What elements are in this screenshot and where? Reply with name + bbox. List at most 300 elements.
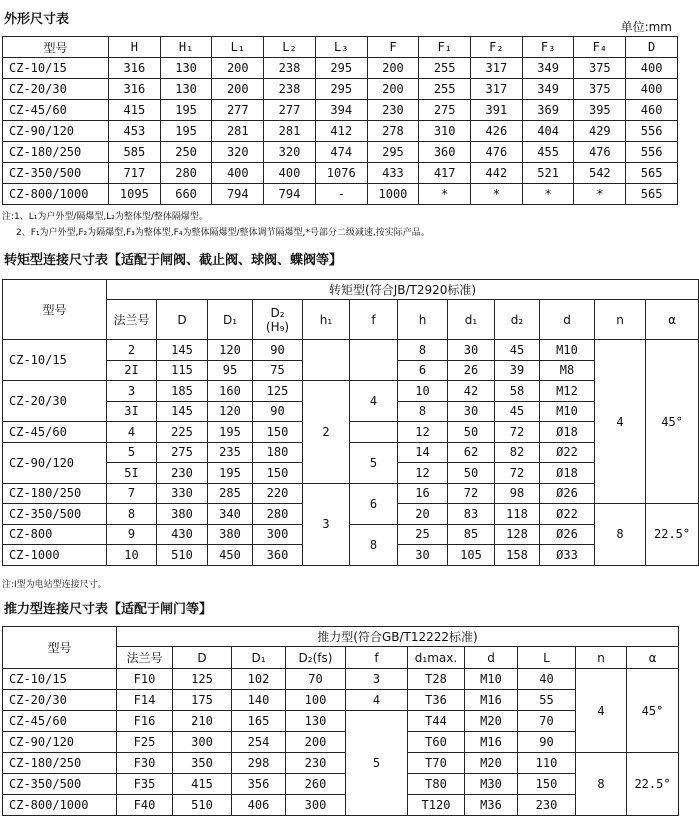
- outline-header-cell: 型号: [3, 37, 109, 58]
- value-cell: 195: [208, 463, 253, 484]
- value-cell: 542: [574, 163, 626, 184]
- value-cell: 26: [448, 360, 495, 381]
- f-cell: 5: [350, 442, 398, 483]
- value-cell: Ø33: [540, 545, 595, 566]
- value-cell: 556: [626, 142, 678, 163]
- value-cell: 450: [208, 545, 253, 566]
- value-cell: 8: [398, 340, 448, 361]
- torque-header-cell: D: [157, 300, 208, 340]
- value-cell: 275: [157, 442, 208, 463]
- table-row: [3, 79, 678, 100]
- torque-connection-table: [2, 279, 699, 566]
- value-cell: 255: [419, 58, 471, 79]
- torque-header-d2-sub: (H₉): [265, 319, 290, 334]
- thrust-header-cell: 法兰号: [117, 647, 173, 669]
- torque-header-cell: h₁: [303, 300, 350, 340]
- f-cell: [350, 340, 398, 381]
- value-cell: 9: [107, 524, 157, 545]
- value-cell: 349: [522, 79, 574, 100]
- value-cell: 298: [232, 753, 286, 774]
- thrust-header-cell: n: [576, 647, 627, 669]
- value-cell: 230: [518, 795, 576, 816]
- value-cell: T120: [408, 795, 465, 816]
- value-cell: 360: [419, 142, 471, 163]
- table-row: [3, 669, 679, 690]
- value-cell: 39: [495, 360, 540, 381]
- table-row: [3, 100, 678, 121]
- value-cell: 430: [157, 524, 208, 545]
- value-cell: 200: [212, 58, 264, 79]
- table-row: [3, 121, 678, 142]
- value-cell: 225: [157, 422, 208, 443]
- value-cell: 98: [495, 483, 540, 504]
- value-cell: 375: [574, 58, 626, 79]
- torque-header-cell: D₁: [208, 300, 253, 340]
- value-cell: 285: [208, 483, 253, 504]
- value-cell: 394: [315, 100, 367, 121]
- f-cell: 6: [350, 483, 398, 524]
- value-cell: 395: [574, 100, 626, 121]
- value-cell: 391: [471, 100, 523, 121]
- value-cell: 195: [160, 121, 212, 142]
- value-cell: 281: [264, 121, 316, 142]
- value-cell: 118: [495, 504, 540, 525]
- value-cell: 476: [471, 142, 523, 163]
- value-cell: 400: [212, 163, 264, 184]
- value-cell: 1095: [109, 184, 161, 205]
- value-cell: 195: [160, 100, 212, 121]
- value-cell: 3I: [107, 401, 157, 422]
- value-cell: M16: [465, 690, 518, 711]
- value-cell: F25: [117, 732, 173, 753]
- n-cell: 8: [595, 504, 646, 566]
- value-cell: 58: [495, 381, 540, 402]
- value-cell: 360: [253, 545, 303, 566]
- value-cell: 75: [253, 360, 303, 381]
- value-cell: 90: [518, 732, 576, 753]
- table-row: [3, 483, 699, 504]
- value-cell: 426: [471, 121, 523, 142]
- value-cell: 70: [518, 711, 576, 732]
- value-cell: 20: [398, 504, 448, 525]
- torque-table-title: 转矩型连接尺寸表【适配于闸阀、截止阀、球阀、蝶阀等】: [4, 253, 343, 268]
- value-cell: 330: [157, 483, 208, 504]
- value-cell: T28: [408, 669, 465, 690]
- value-cell: 30: [398, 545, 448, 566]
- value-cell: 238: [264, 79, 316, 100]
- value-cell: 794: [212, 184, 264, 205]
- alpha-cell: 22.5°: [627, 753, 679, 816]
- outline-note-2: 2、F₁为户外型,F₂为隔爆型,F₃为整体型,F₄为整体隔爆型/整体调节隔爆型,*号部分二级减速,按实际产品。: [16, 228, 430, 238]
- value-cell: 254: [232, 732, 286, 753]
- value-cell: 556: [626, 121, 678, 142]
- torque-header-cell: h: [398, 300, 448, 340]
- value-cell: 320: [212, 142, 264, 163]
- value-cell: 145: [157, 340, 208, 361]
- outline-header-cell: L₁: [212, 37, 264, 58]
- value-cell: *: [574, 184, 626, 205]
- value-cell: 8: [107, 504, 157, 525]
- value-cell: 400: [626, 79, 678, 100]
- value-cell: 62: [448, 442, 495, 463]
- value-cell: 120: [208, 340, 253, 361]
- value-cell: Ø18: [540, 422, 595, 443]
- value-cell: 230: [157, 463, 208, 484]
- value-cell: 660: [160, 184, 212, 205]
- model-cell: CZ-10/15: [3, 340, 107, 381]
- outline-header-cell: L₂: [264, 37, 316, 58]
- outline-note-1: 注:1、L₁为户外型/隔爆型,L₂为整体型/整体隔爆型。: [2, 212, 208, 222]
- thrust-header-cell: L: [518, 647, 576, 669]
- value-cell: 316: [109, 79, 161, 100]
- value-cell: 130: [286, 711, 346, 732]
- value-cell: 585: [109, 142, 161, 163]
- value-cell: 356: [232, 774, 286, 795]
- value-cell: 349: [522, 58, 574, 79]
- thrust-connection-table: [2, 626, 679, 816]
- torque-header-cell: d₁: [448, 300, 495, 340]
- model-cell: CZ-800/1000: [3, 184, 109, 205]
- value-cell: 415: [173, 774, 232, 795]
- value-cell: 380: [157, 504, 208, 525]
- model-cell: CZ-10/15: [3, 669, 117, 690]
- table-row: [3, 163, 678, 184]
- value-cell: 510: [173, 795, 232, 816]
- table-row: [3, 142, 678, 163]
- value-cell: 3: [107, 381, 157, 402]
- outline-header-cell: L₃: [315, 37, 367, 58]
- table-row: [3, 58, 678, 79]
- value-cell: 158: [495, 545, 540, 566]
- value-cell: 521: [522, 163, 574, 184]
- table-row: [3, 442, 699, 463]
- value-cell: 72: [495, 422, 540, 443]
- torque-header-cell: d₂: [495, 300, 540, 340]
- value-cell: 5: [107, 442, 157, 463]
- model-cell: CZ-350/500: [3, 774, 117, 795]
- thrust-header-cell: D₁: [232, 647, 286, 669]
- thrust-header-cell: D: [173, 647, 232, 669]
- value-cell: 220: [253, 483, 303, 504]
- value-cell: 50: [448, 422, 495, 443]
- value-cell: 150: [253, 463, 303, 484]
- value-cell: 260: [286, 774, 346, 795]
- value-cell: 125: [173, 669, 232, 690]
- outline-header-cell: F₄: [574, 37, 626, 58]
- thrust-model-header: 型号: [3, 627, 117, 669]
- outline-header-cell: H: [109, 37, 161, 58]
- value-cell: M16: [465, 732, 518, 753]
- h1-cell: 3: [303, 483, 350, 565]
- value-cell: M20: [465, 753, 518, 774]
- value-cell: 2: [107, 340, 157, 361]
- thrust-header-cell: D₂(fs): [286, 647, 346, 669]
- n-cell: 4: [576, 669, 627, 753]
- outline-header-cell: F₂: [471, 37, 523, 58]
- value-cell: 794: [264, 184, 316, 205]
- value-cell: 250: [160, 142, 212, 163]
- value-cell: 400: [264, 163, 316, 184]
- value-cell: 295: [315, 79, 367, 100]
- alpha-cell: 45°: [627, 669, 679, 753]
- table-row: [3, 524, 699, 545]
- value-cell: 433: [367, 163, 419, 184]
- torque-header-cell: 法兰号: [107, 300, 157, 340]
- model-cell: CZ-45/60: [3, 100, 109, 121]
- value-cell: T70: [408, 753, 465, 774]
- value-cell: 460: [626, 100, 678, 121]
- alpha-cell: 22.5°: [646, 504, 699, 566]
- model-cell: CZ-1000: [3, 545, 107, 566]
- value-cell: 90: [253, 401, 303, 422]
- torque-header-cell: f: [350, 300, 398, 340]
- value-cell: 200: [212, 79, 264, 100]
- table-row: [3, 381, 699, 402]
- outline-header-cell: H₁: [160, 37, 212, 58]
- value-cell: M36: [465, 795, 518, 816]
- model-cell: CZ-90/120: [3, 732, 117, 753]
- value-cell: 565: [626, 184, 678, 205]
- value-cell: T44: [408, 711, 465, 732]
- n-cell: 8: [576, 753, 627, 816]
- model-cell: CZ-350/500: [3, 504, 107, 525]
- value-cell: 277: [212, 100, 264, 121]
- value-cell: 145: [157, 401, 208, 422]
- value-cell: F40: [117, 795, 173, 816]
- value-cell: 280: [160, 163, 212, 184]
- value-cell: 115: [157, 360, 208, 381]
- value-cell: 95: [208, 360, 253, 381]
- value-cell: 128: [495, 524, 540, 545]
- value-cell: 42: [448, 381, 495, 402]
- value-cell: 565: [626, 163, 678, 184]
- value-cell: 130: [160, 58, 212, 79]
- value-cell: 10: [398, 381, 448, 402]
- value-cell: 10: [107, 545, 157, 566]
- value-cell: 90: [253, 340, 303, 361]
- thrust-header-cell: d: [465, 647, 518, 669]
- value-cell: 442: [471, 163, 523, 184]
- value-cell: T80: [408, 774, 465, 795]
- value-cell: 110: [518, 753, 576, 774]
- model-cell: CZ-10/15: [3, 58, 109, 79]
- value-cell: 180: [253, 442, 303, 463]
- value-cell: 455: [522, 142, 574, 163]
- model-cell: CZ-20/30: [3, 381, 107, 422]
- value-cell: 105: [448, 545, 495, 566]
- f-cell: 8: [350, 524, 398, 565]
- outline-table-title: 外形尺寸表: [4, 12, 70, 27]
- value-cell: 380: [208, 524, 253, 545]
- value-cell: 165: [232, 711, 286, 732]
- value-cell: *: [419, 184, 471, 205]
- value-cell: 200: [367, 79, 419, 100]
- value-cell: 72: [495, 463, 540, 484]
- value-cell: 195: [208, 422, 253, 443]
- value-cell: 150: [253, 422, 303, 443]
- outline-dimension-table: [2, 36, 678, 205]
- table-row: [3, 422, 699, 443]
- f-cell: 4: [350, 381, 398, 422]
- h1-cell: 2: [303, 381, 350, 484]
- value-cell: M10: [540, 340, 595, 361]
- value-cell: 510: [157, 545, 208, 566]
- value-cell: 275: [419, 100, 471, 121]
- h1-cell: [303, 340, 350, 381]
- model-cell: CZ-90/120: [3, 442, 107, 483]
- thrust-table-title: 推力型连接尺寸表【适配于闸门等】: [4, 602, 213, 617]
- value-cell: 85: [448, 524, 495, 545]
- torque-model-header: 型号: [3, 280, 107, 340]
- value-cell: 30: [448, 340, 495, 361]
- model-cell: CZ-45/60: [3, 422, 107, 443]
- f-cell: 5: [346, 711, 408, 816]
- value-cell: 2I: [107, 360, 157, 381]
- value-cell: T60: [408, 732, 465, 753]
- table-row: [3, 753, 679, 774]
- value-cell: 406: [232, 795, 286, 816]
- value-cell: 200: [286, 732, 346, 753]
- outline-header-cell: F₃: [522, 37, 574, 58]
- value-cell: Ø18: [540, 463, 595, 484]
- value-cell: F35: [117, 774, 173, 795]
- value-cell: 429: [574, 121, 626, 142]
- value-cell: 12: [398, 422, 448, 443]
- value-cell: 1000: [367, 184, 419, 205]
- value-cell: Ø26: [540, 483, 595, 504]
- value-cell: 72: [448, 483, 495, 504]
- value-cell: 230: [286, 753, 346, 774]
- value-cell: 70: [286, 669, 346, 690]
- value-cell: 185: [157, 381, 208, 402]
- value-cell: 160: [208, 381, 253, 402]
- value-cell: 320: [264, 142, 316, 163]
- value-cell: *: [522, 184, 574, 205]
- f-cell: [350, 422, 398, 443]
- model-cell: CZ-45/60: [3, 711, 117, 732]
- value-cell: 340: [208, 504, 253, 525]
- outline-header-row: [3, 37, 678, 58]
- value-cell: 278: [367, 121, 419, 142]
- value-cell: 400: [626, 58, 678, 79]
- value-cell: 45: [495, 401, 540, 422]
- value-cell: 300: [253, 524, 303, 545]
- value-cell: 120: [208, 401, 253, 422]
- value-cell: M8: [540, 360, 595, 381]
- value-cell: F14: [117, 690, 173, 711]
- value-cell: M20: [465, 711, 518, 732]
- value-cell: Ø22: [540, 504, 595, 525]
- model-cell: CZ-350/500: [3, 163, 109, 184]
- value-cell: 82: [495, 442, 540, 463]
- value-cell: 45: [495, 340, 540, 361]
- model-cell: CZ-180/250: [3, 142, 109, 163]
- value-cell: 130: [160, 79, 212, 100]
- value-cell: M12: [540, 381, 595, 402]
- thrust-group-header: 推力型(符合GB/T12222标准): [117, 627, 679, 647]
- value-cell: -: [315, 184, 367, 205]
- value-cell: F16: [117, 711, 173, 732]
- value-cell: 317: [471, 79, 523, 100]
- value-cell: 230: [367, 100, 419, 121]
- value-cell: 16: [398, 483, 448, 504]
- value-cell: 235: [208, 442, 253, 463]
- value-cell: 317: [471, 58, 523, 79]
- model-cell: CZ-800/1000: [3, 795, 117, 816]
- value-cell: 55: [518, 690, 576, 711]
- unit-label: 单位:mm: [620, 20, 672, 34]
- value-cell: 277: [264, 100, 316, 121]
- value-cell: 12: [398, 463, 448, 484]
- value-cell: 4: [107, 422, 157, 443]
- value-cell: M10: [540, 401, 595, 422]
- value-cell: 6: [398, 360, 448, 381]
- value-cell: 175: [173, 690, 232, 711]
- value-cell: 476: [574, 142, 626, 163]
- value-cell: 1076: [315, 163, 367, 184]
- value-cell: 717: [109, 163, 161, 184]
- value-cell: 295: [315, 58, 367, 79]
- table-row: [3, 340, 699, 361]
- value-cell: 125: [253, 381, 303, 402]
- value-cell: 404: [522, 121, 574, 142]
- value-cell: 280: [253, 504, 303, 525]
- torque-header-cell: d: [540, 300, 595, 340]
- torque-header-cell: α: [646, 300, 699, 340]
- value-cell: 150: [518, 774, 576, 795]
- torque-header-cell: [253, 300, 303, 340]
- outline-header-cell: F₁: [419, 37, 471, 58]
- value-cell: 415: [109, 100, 161, 121]
- value-cell: 14: [398, 442, 448, 463]
- value-cell: 300: [286, 795, 346, 816]
- value-cell: 255: [419, 79, 471, 100]
- thrust-header-cell: d₁max.: [408, 647, 465, 669]
- value-cell: F10: [117, 669, 173, 690]
- value-cell: *: [471, 184, 523, 205]
- value-cell: 238: [264, 58, 316, 79]
- thrust-header-cell: α: [627, 647, 679, 669]
- n-cell: 4: [595, 340, 646, 504]
- value-cell: 316: [109, 58, 161, 79]
- table-row: [3, 184, 678, 205]
- value-cell: M30: [465, 774, 518, 795]
- value-cell: 300: [173, 732, 232, 753]
- value-cell: 375: [574, 79, 626, 100]
- value-cell: 140: [232, 690, 286, 711]
- value-cell: 100: [286, 690, 346, 711]
- model-cell: CZ-800: [3, 524, 107, 545]
- value-cell: 412: [315, 121, 367, 142]
- value-cell: 40: [518, 669, 576, 690]
- model-cell: CZ-180/250: [3, 483, 107, 504]
- f-cell: 3: [346, 669, 408, 690]
- value-cell: 295: [367, 142, 419, 163]
- value-cell: F30: [117, 753, 173, 774]
- alpha-cell: 45°: [646, 340, 699, 504]
- value-cell: 25: [398, 524, 448, 545]
- outline-header-cell: D: [626, 37, 678, 58]
- value-cell: Ø26: [540, 524, 595, 545]
- value-cell: 417: [419, 163, 471, 184]
- value-cell: 200: [367, 58, 419, 79]
- torque-note: 注:I型为电站型连接尺寸。: [2, 580, 107, 590]
- value-cell: 474: [315, 142, 367, 163]
- outline-header-cell: F: [367, 37, 419, 58]
- value-cell: M10: [465, 669, 518, 690]
- value-cell: 7: [107, 483, 157, 504]
- thrust-header-cell: f: [346, 647, 408, 669]
